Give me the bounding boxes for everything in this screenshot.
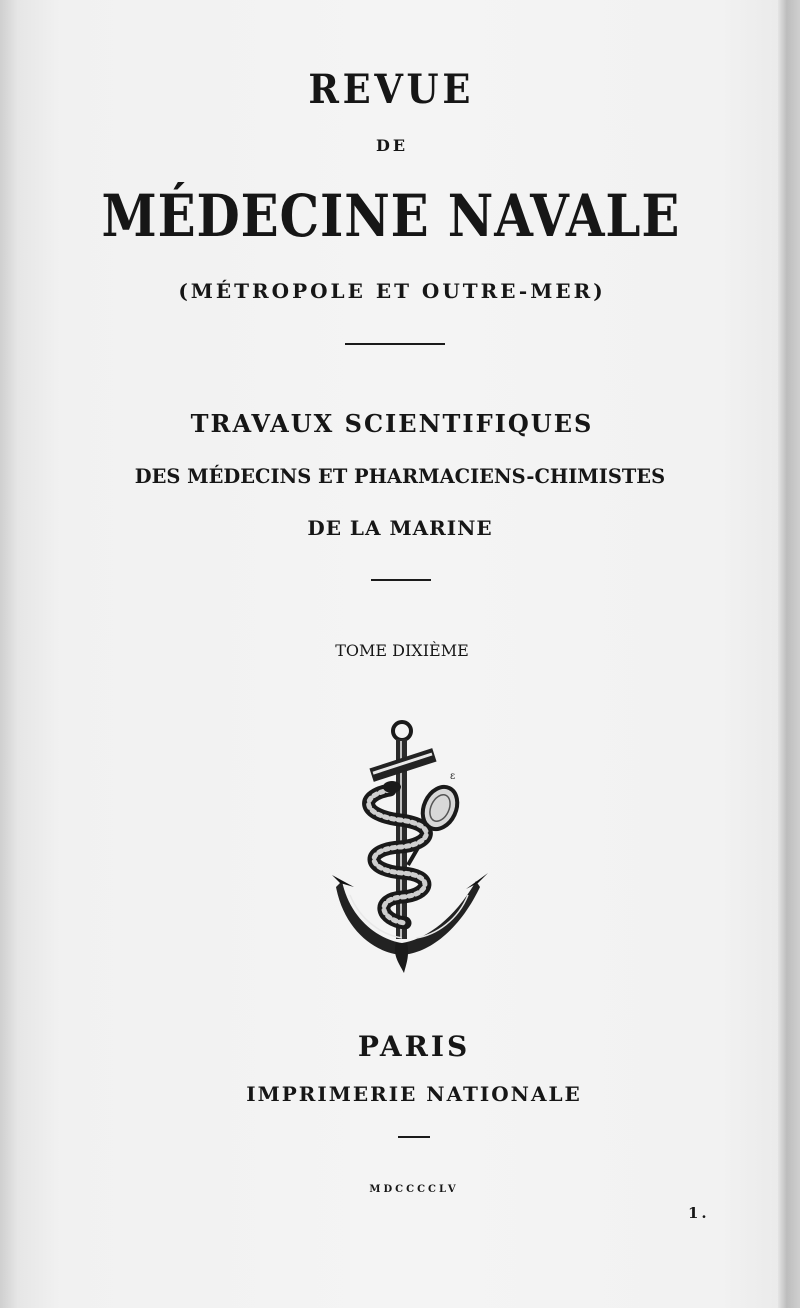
divider-rule-top bbox=[345, 343, 445, 345]
revue-heading: REVUE bbox=[308, 66, 475, 113]
journal-subtitle: (MÉTROPOLE ET OUTRE-MER) bbox=[178, 279, 606, 303]
marine-line: DE LA MARINE bbox=[307, 516, 493, 540]
signature-mark: 1. bbox=[688, 1204, 710, 1222]
travaux-heading: TRAVAUX SCIENTIFIQUES bbox=[190, 409, 594, 438]
city-label: PARIS bbox=[357, 1030, 471, 1063]
volume-label: TOME DIXIÈME bbox=[335, 641, 469, 660]
svg-text:ε: ε bbox=[450, 771, 456, 782]
anchor-caduceus-emblem-icon bbox=[330, 715, 490, 980]
publisher-label: IMPRIMERIE NATIONALE bbox=[246, 1082, 582, 1106]
journal-title: MÉDECINE NAVALE bbox=[101, 182, 681, 250]
divider-rule-middle bbox=[371, 579, 431, 581]
de-word: DE bbox=[375, 136, 409, 155]
publication-year: MDCCCCLV bbox=[369, 1184, 459, 1195]
divider-rule-bottom bbox=[398, 1136, 430, 1138]
authors-line: DES MÉDECINS ET PHARMACIENS-CHIMISTES bbox=[134, 464, 666, 488]
